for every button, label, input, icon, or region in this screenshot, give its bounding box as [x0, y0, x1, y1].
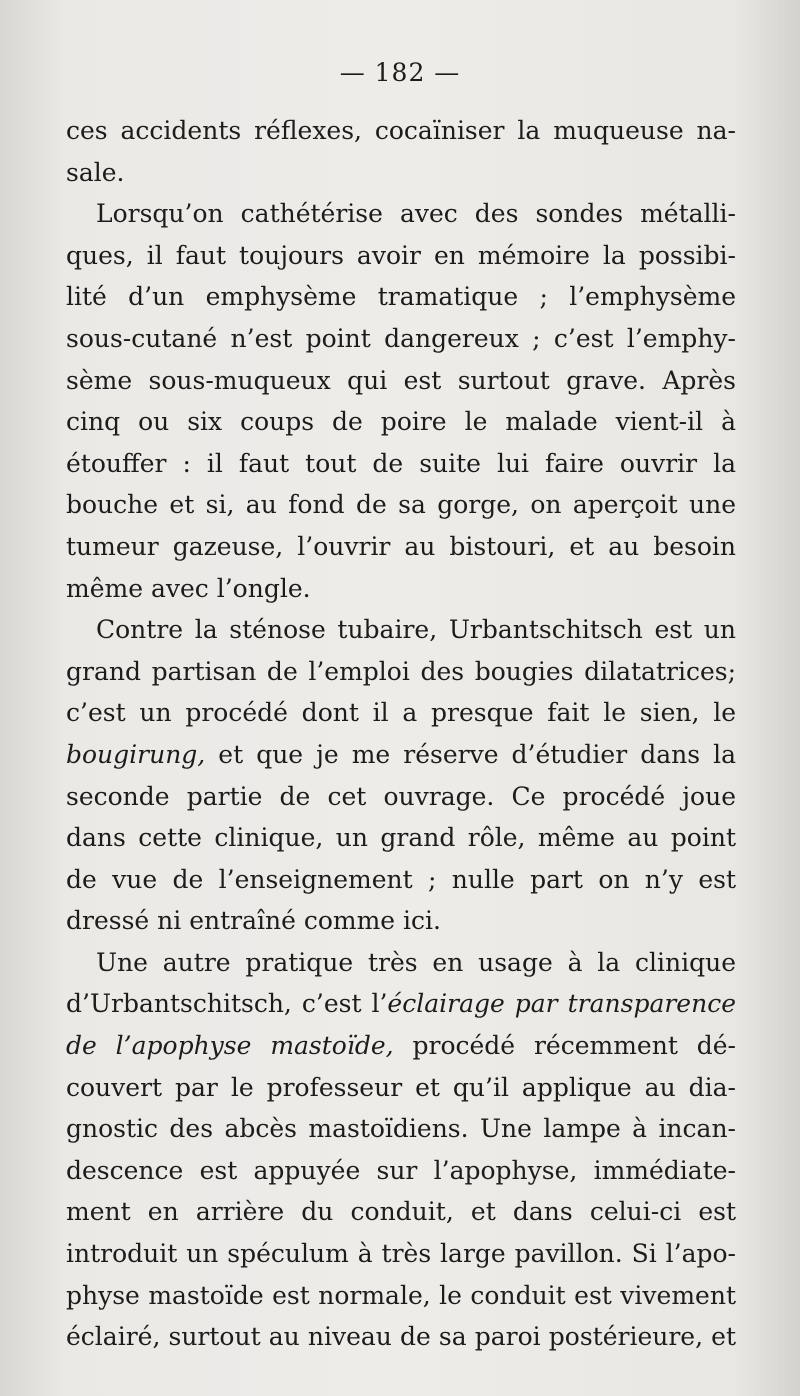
- text-line: bougirung, et que je me réserve d’étudier dans la: [66, 739, 736, 769]
- text-line: c’est un procédé dont il a presque fait le sien, le: [66, 698, 736, 728]
- text-line: ment en arrière du conduit, et dans celui-ci est: [66, 1197, 736, 1227]
- text-line: sous-cutané n’est point dangereux ; c’est l’emphy-: [66, 323, 736, 353]
- text-line: Lorsqu’on cathétérise avec des sondes métalli-: [96, 199, 736, 229]
- italic-term: éclairage par transparence: [387, 989, 736, 1019]
- text-line: descence est appuyée sur l’apophyse, immédiate-: [66, 1155, 736, 1185]
- text-line: sale.: [66, 157, 125, 187]
- text-line: bouche et si, au fond de sa gorge, on aperçoit une: [66, 490, 736, 520]
- text-line: de l’apophyse mastoïde, procédé récemment dé-: [66, 1031, 736, 1061]
- text-line: cinq ou six coups de poire le malade vient-il à: [66, 407, 736, 437]
- page-number: — 182 —: [339, 58, 461, 87]
- text-line: tumeur gazeuse, l’ouvrir au bistouri, et au besoin: [66, 531, 736, 561]
- text-line: dressé ni entraîné comme ici.: [66, 906, 441, 936]
- text-line: seconde partie de cet ouvrage. Ce procédé joue: [66, 781, 736, 811]
- text-line: dans cette clinique, un grand rôle, même au point: [66, 823, 736, 853]
- text-line: éclairé, surtout au niveau de sa paroi postérieure, et: [66, 1322, 736, 1352]
- text-line: même avec l’ongle.: [66, 573, 311, 603]
- text-line: couvert par le professeur et qu’il applique au dia-: [66, 1072, 736, 1102]
- text-line: Contre la sténose tubaire, Urbantschitsch est un: [96, 615, 736, 645]
- text-line: étouffer : il faut tout de suite lui faire ouvrir la: [66, 448, 736, 478]
- text-line: de vue de l’enseignement ; nulle part on n’y est: [66, 864, 736, 894]
- text-line: gnostic des abcès mastoïdiens. Une lampe à incan-: [66, 1114, 736, 1144]
- text-line: grand partisan de l’emploi des bougies dilatatrices;: [66, 656, 736, 686]
- italic-term: de l’apophyse mastoïde,: [66, 1031, 394, 1061]
- text-line: sème sous-muqueux qui est surtout grave. Après: [66, 365, 736, 395]
- italic-term: bougirung,: [66, 739, 206, 769]
- text-line: introduit un spéculum à très large pavillon. Si l’apo-: [66, 1239, 736, 1269]
- text-line: ques, il faut toujours avoir en mémoire la possibi-: [66, 240, 736, 270]
- text-line: lité d’un emphysème tramatique ; l’emphysème: [66, 282, 736, 312]
- text-line: Une autre pratique très en usage à la clinique: [96, 947, 736, 977]
- text-line: ces accidents réflexes, cocaïniser la muqueuse na-: [66, 116, 736, 145]
- text-line: d’Urbantschitsch, c’est l’éclairage par transparence: [66, 989, 736, 1019]
- body-text: [66, 110, 736, 1358]
- text-line: physe mastoïde est normale, le conduit est vivement: [66, 1280, 736, 1310]
